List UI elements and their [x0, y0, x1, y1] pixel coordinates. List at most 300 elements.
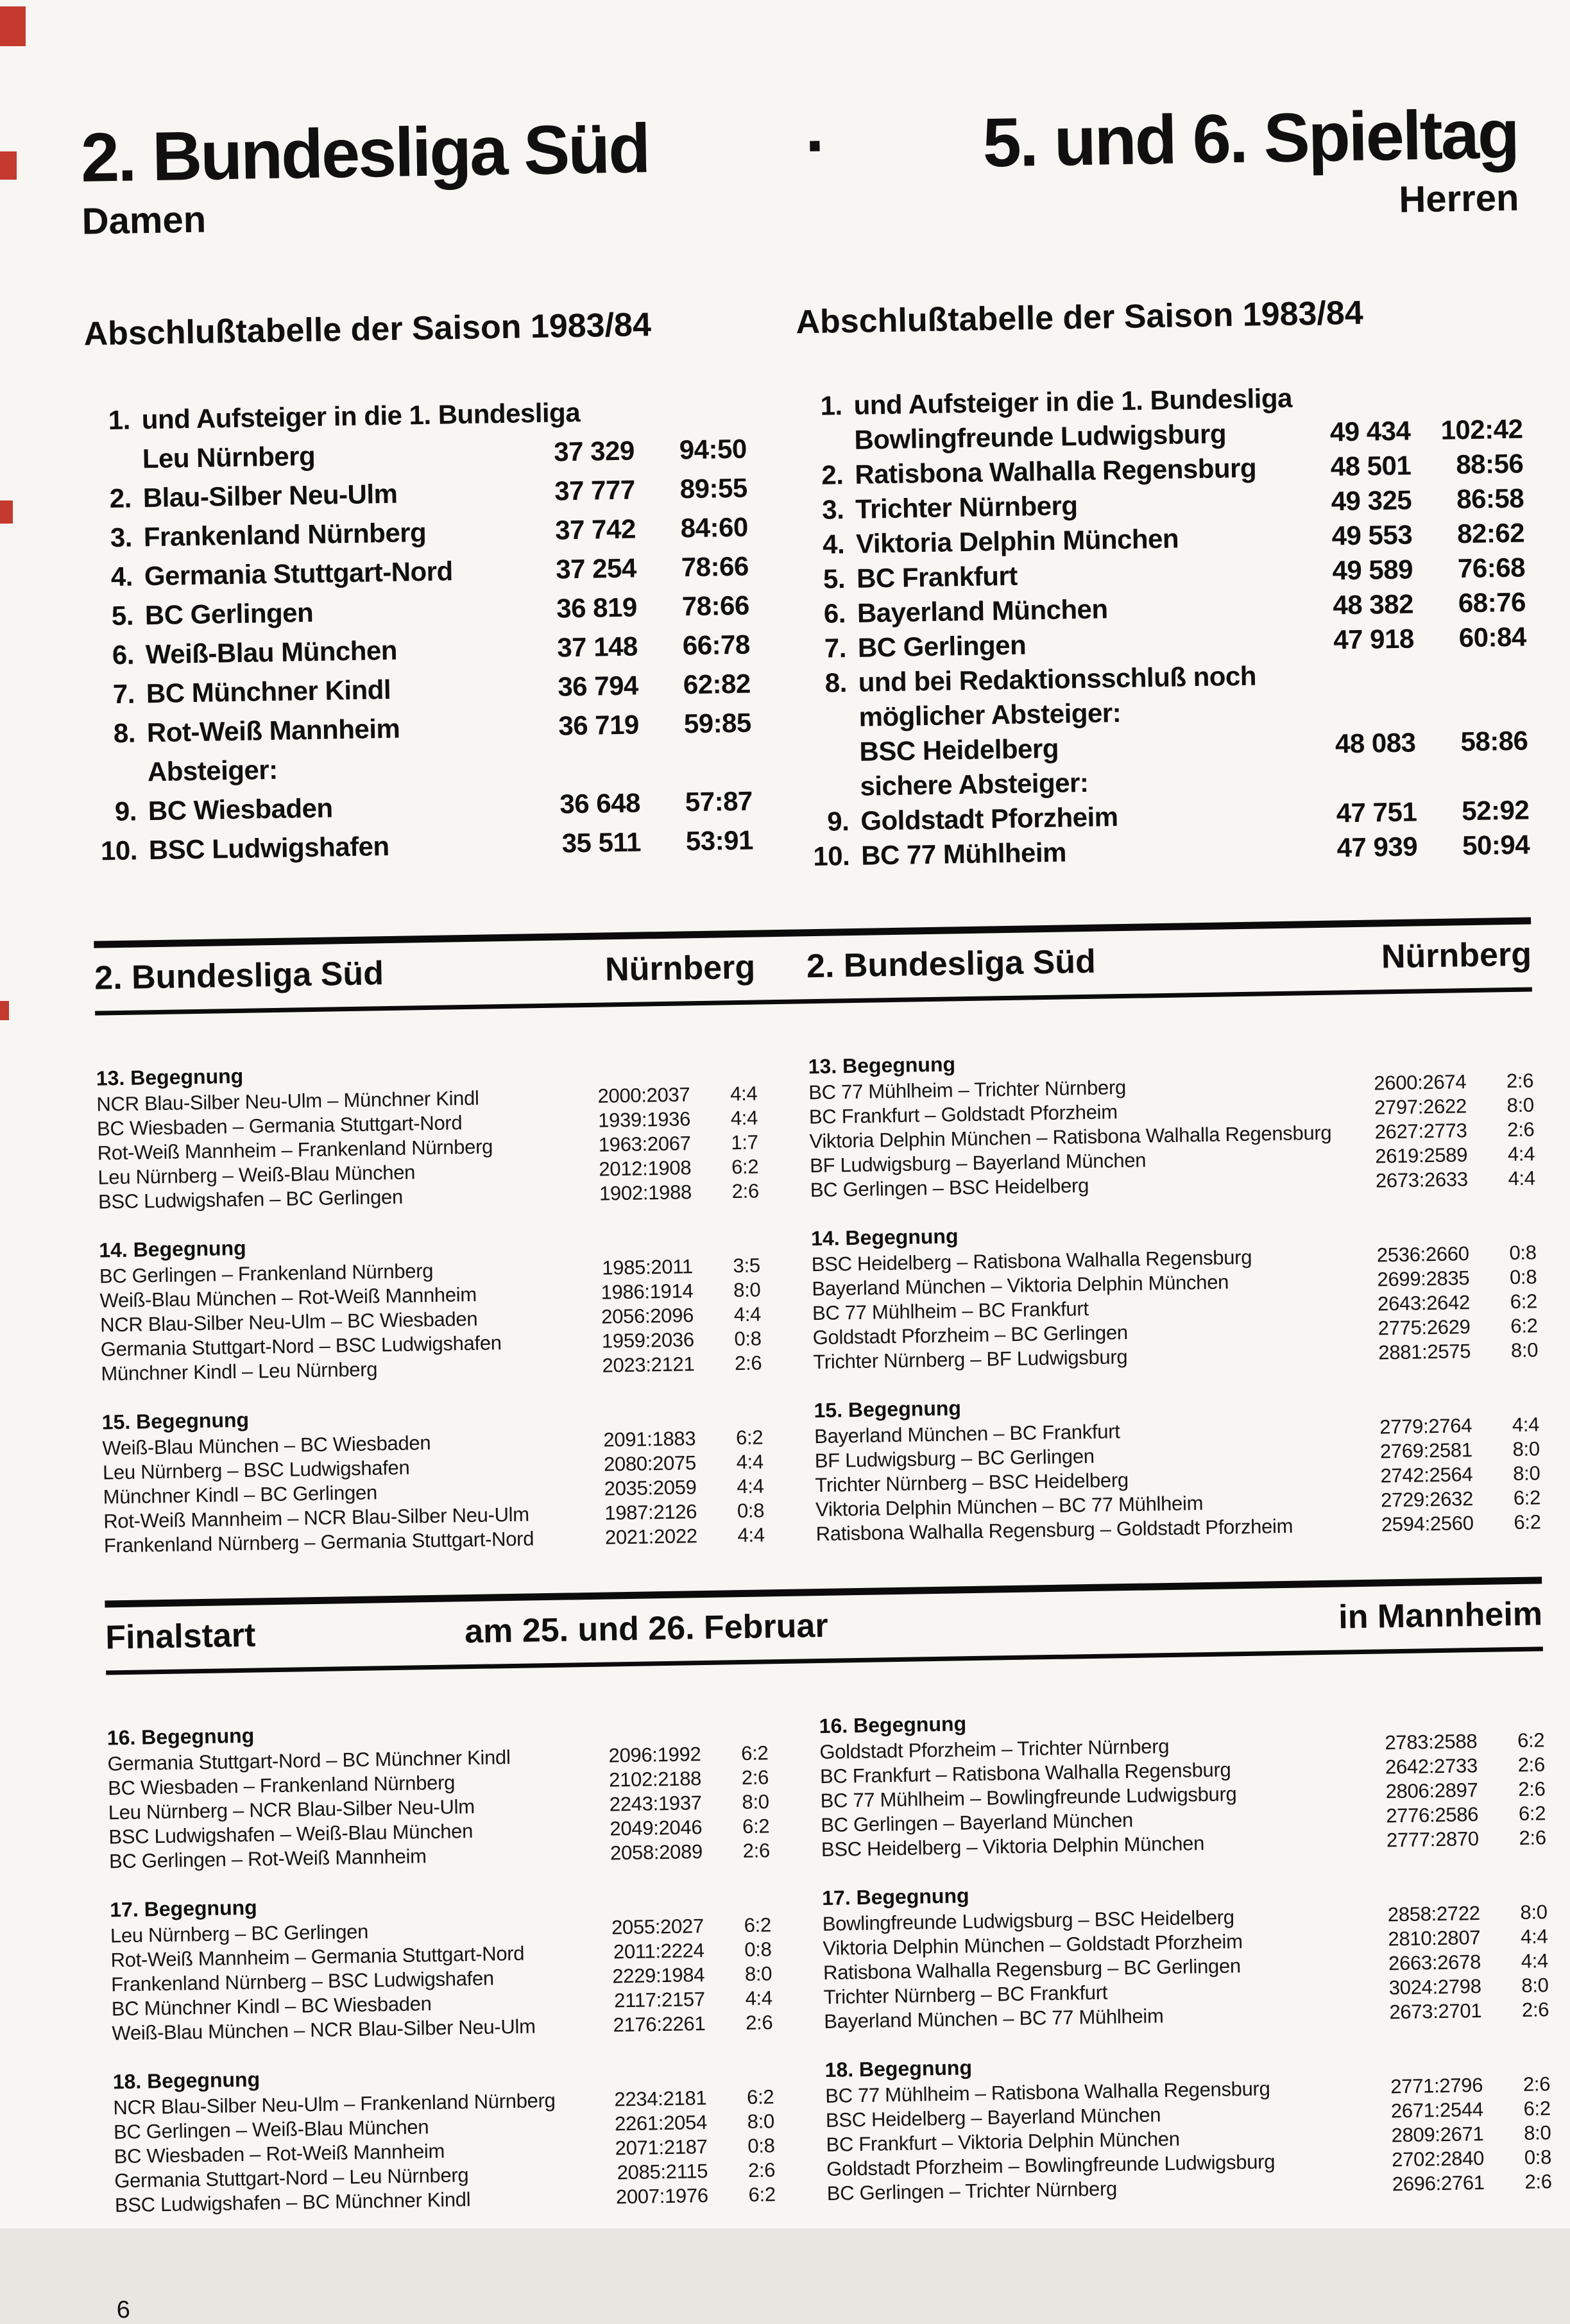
team-pairing: Weiß-Blau München – NCR Blau-Silber Neu-Ulm — [112, 2015, 536, 2045]
team-pairing: BC Wiesbaden – Germania Stuttgart-Nord — [96, 1111, 463, 1140]
points-cell: 102:42 — [1440, 413, 1523, 445]
team-pairing: BC Frankfurt – Ratisbona Walhalla Regensburg — [819, 1758, 1231, 1788]
league-band-right-location: Nürnberg — [1381, 936, 1532, 976]
rank-cell: 4. — [822, 529, 845, 560]
match-score: 2797:2622 — [1374, 1095, 1467, 1119]
points-cell: 88:56 — [1455, 448, 1524, 480]
match-points: 6:2 — [735, 1426, 764, 1449]
red-registration-mark — [0, 6, 26, 46]
points-cell: 76:68 — [1457, 552, 1526, 584]
matchday-section — [96, 1055, 760, 1215]
team-pairing: NCR Blau-Silber Neu-Ulm – Münchner Kindl — [96, 1086, 479, 1116]
league-band-left — [94, 948, 756, 998]
rank-cell: 1. — [108, 404, 131, 436]
team-pairing: BC Gerlingen – Rot-Weiß Mannheim — [108, 1845, 427, 1873]
match-points: 6:2 — [1517, 1729, 1545, 1752]
match-score: 2007:1976 — [615, 2184, 709, 2209]
team-pairing: Bayerland München – BC Frankfurt — [814, 1420, 1120, 1448]
team-name-cell: BC 77 Mühlheim — [860, 837, 1067, 871]
match-list — [808, 1068, 1535, 1202]
matchday-section — [101, 1398, 765, 1558]
match-score: 2671:2544 — [1390, 2098, 1484, 2123]
points-cell: 78:66 — [681, 590, 750, 622]
results-damen-13-15 — [96, 1055, 765, 1582]
match-points: 2:6 — [745, 2011, 773, 2035]
pins-cell — [1302, 656, 1415, 692]
rank-cell: 2. — [821, 459, 844, 490]
match-points: 6:2 — [1513, 1486, 1541, 1510]
match-points: 8:0 — [1510, 1338, 1539, 1362]
points-cell: 59:85 — [683, 707, 752, 739]
team-pairing: Germania Stuttgart-Nord – Leu Nürnberg — [114, 2164, 469, 2192]
results-16-18 — [107, 1701, 1553, 2241]
match-score: 2071:2187 — [615, 2135, 708, 2160]
match-points: 6:2 — [742, 1815, 770, 1838]
matchday-section — [110, 1886, 773, 2046]
team-pairing: Bayerland München – BC 77 Mühlheim — [824, 2004, 1164, 2033]
match-score: 1959:2036 — [601, 1328, 695, 1353]
match-score: 2642:2733 — [1385, 1754, 1478, 1779]
pins-cell: 48 083 — [1335, 727, 1416, 759]
matchday-section — [819, 1701, 1546, 1862]
pins-cell: 49 325 — [1331, 484, 1412, 517]
results-damen-16-18 — [107, 1714, 776, 2241]
match-score: 2261:2054 — [614, 2111, 708, 2135]
match-score: 2663:2678 — [1388, 1950, 1481, 1975]
match-list — [825, 2072, 1552, 2206]
matchday-heading: 15. Begegnung — [814, 1396, 962, 1423]
pins-cell: 49 589 — [1332, 554, 1413, 586]
match-points: 4:4 — [730, 1082, 758, 1106]
match-points: 0:8 — [737, 1499, 765, 1523]
team-pairing: BSC Ludwigshafen – Weiß-Blau München — [108, 1820, 474, 1849]
points-cell: 52:92 — [1461, 794, 1530, 826]
match-list — [102, 1425, 765, 1558]
points-cell — [1415, 689, 1528, 726]
team-pairing: BC Frankfurt – Goldstadt Pforzheim — [808, 1100, 1118, 1129]
match-points: 4:4 — [1521, 1949, 1549, 1972]
pins-cell: 37 254 — [555, 552, 637, 585]
points-cell: 84:60 — [680, 511, 749, 543]
league-band-left-location: Nürnberg — [604, 948, 756, 989]
match-score: 2810:2807 — [1388, 1926, 1481, 1951]
match-points: 0:8 — [744, 1938, 772, 1961]
match-score: 2776:2586 — [1386, 1803, 1479, 1827]
team-pairing: Bowlingfreunde Ludwigsburg – BSC Heidelberg — [822, 1906, 1234, 1935]
match-points: 6:2 — [746, 2085, 774, 2108]
pins-cell: 37 777 — [554, 474, 636, 506]
pins-cell — [527, 744, 640, 785]
team-name-cell: Germania Stuttgart-Nord — [144, 556, 454, 592]
match-points: 6:2 — [740, 1741, 769, 1765]
team-pairing: BC Gerlingen – Bayerland München — [820, 1808, 1134, 1837]
team-pairing: Rot-Weiß Mannheim – Frankenland Nürnberg — [97, 1135, 493, 1165]
match-points: 2:6 — [734, 1351, 762, 1375]
team-name-cell: Blau-Silber Neu-Ulm — [142, 478, 398, 513]
match-score: 2881:2575 — [1378, 1340, 1471, 1364]
team-pairing: Frankenland Nürnberg – BSC Ludwigshafen — [110, 1967, 495, 1996]
pins-cell: 47 751 — [1336, 796, 1417, 828]
matchday-section — [112, 2058, 776, 2217]
match-points: 8:0 — [744, 1962, 772, 1986]
match-points: 4:4 — [1507, 1142, 1535, 1166]
points-cell — [1416, 758, 1529, 795]
match-points: 6:2 — [1514, 1510, 1541, 1534]
matchday-heading: 13. Begegnung — [808, 1052, 956, 1079]
team-pairing: BF Ludwigsburg – BC Gerlingen — [814, 1444, 1095, 1473]
team-pairing: Viktoria Delphin München – BC 77 Mühlheim — [815, 1492, 1204, 1521]
team-pairing: BC Wiesbaden – Rot-Weiß Mannheim — [114, 2139, 445, 2168]
match-list — [823, 1900, 1549, 2034]
match-points: 6:2 — [744, 1913, 772, 1937]
red-registration-mark — [0, 151, 17, 180]
match-score: 2117:2157 — [613, 1988, 706, 2012]
rank-cell: 6. — [823, 598, 846, 629]
matchday-heading: 14. Begegnung — [810, 1224, 959, 1251]
match-points: 2:6 — [1518, 1777, 1546, 1800]
team-pairing: Goldstadt Pforzheim – Trichter Nürnberg — [819, 1735, 1170, 1764]
title-league: 2. Bundesliga Süd — [80, 109, 650, 196]
rank-cell: 3. — [110, 522, 133, 553]
team-pairing: BC Wiesbaden – Frankenland Nürnberg — [107, 1771, 456, 1800]
pins-cell: 48 501 — [1330, 450, 1412, 482]
matchday-heading: 15. Begegnung — [101, 1408, 250, 1434]
team-pairing: BC Gerlingen – Weiß-Blau München — [113, 2115, 429, 2144]
match-points: 2:6 — [1524, 2170, 1552, 2193]
pins-cell: 47 939 — [1336, 831, 1418, 863]
match-score: 2102:2188 — [608, 1767, 702, 1791]
team-pairing: BC 77 Mühlheim – BC Frankfurt — [812, 1297, 1089, 1325]
team-pairing: Leu Nürnberg – NCR Blau-Silber Neu-Ulm — [108, 1795, 475, 1824]
team-pairing: Bayerland München – Viktoria Delphin München — [812, 1270, 1229, 1301]
team-pairing: NCR Blau-Silber Neu-Ulm – Frankenland Nürnberg — [113, 2089, 556, 2119]
rank-cell: 8. — [824, 667, 848, 698]
rank-cell: 7. — [112, 678, 135, 710]
team-name-cell: BC Gerlingen — [857, 629, 1027, 663]
team-name-cell: BC Wiesbaden — [148, 792, 333, 826]
team-pairing: Rot-Weiß Mannheim – NCR Blau-Silber Neu-Ulm — [103, 1503, 530, 1533]
match-points: 8:0 — [747, 2110, 775, 2133]
match-points: 4:4 — [736, 1450, 764, 1474]
pins-cell: 36 719 — [558, 709, 640, 741]
final-band-date: am 25. und 26. Februar — [464, 1607, 829, 1651]
title-matchdays: 5. und 6. Spieltag — [982, 94, 1519, 182]
team-pairing: Weiß-Blau München – Rot-Weiß Mannheim — [99, 1283, 477, 1312]
match-score: 2777:2870 — [1386, 1827, 1480, 1852]
pins-cell: 37 329 — [553, 435, 635, 467]
rank-cell — [802, 700, 859, 735]
match-score: 2049:2046 — [610, 1816, 703, 1840]
match-points: 1:7 — [731, 1131, 758, 1154]
match-score: 2011:2224 — [613, 1939, 704, 1963]
points-cell — [1410, 377, 1523, 414]
league-band — [94, 917, 1532, 1015]
match-points: 0:8 — [734, 1327, 762, 1351]
team-pairing: Rot-Weiß Mannheim – Germania Stuttgart-Nord — [110, 1942, 525, 1972]
match-score: 2056:2096 — [601, 1304, 694, 1328]
team-pairing: BSC Heidelberg – Ratisbona Walhalla Regensburg — [811, 1245, 1252, 1276]
team-name-cell: sichere Absteiger: — [860, 767, 1089, 801]
match-score: 2673:2701 — [1389, 1999, 1482, 2024]
matchday-section — [824, 2045, 1552, 2206]
matchday-section — [99, 1226, 762, 1386]
match-list — [113, 2085, 776, 2217]
team-name-cell: und Aufsteiger in die 1. Bundesliga — [853, 382, 1293, 420]
match-score: 3024:2798 — [1388, 1974, 1481, 1999]
points-cell: 68:76 — [1458, 586, 1526, 619]
match-points: 8:0 — [1521, 1974, 1549, 1997]
match-score: 2702:2840 — [1391, 2146, 1485, 2171]
match-points: 0:8 — [1509, 1241, 1537, 1265]
matchday-section — [822, 1873, 1549, 2034]
team-name-cell: BC Frankfurt — [856, 560, 1018, 594]
match-points: 2:6 — [1506, 1069, 1534, 1093]
match-points: 4:4 — [1512, 1413, 1540, 1437]
pins-cell: 36 819 — [556, 592, 638, 624]
team-name-cell: möglicher Absteiger: — [858, 697, 1122, 732]
subtitle-damen: Damen — [81, 198, 207, 243]
team-pairing: Germania Stuttgart-Nord – BC Münchner Kindl — [107, 1746, 511, 1775]
match-score: 1939:1936 — [597, 1107, 691, 1132]
team-pairing: Ratisbona Walhalla Regensburg – BC Gerlingen — [823, 1954, 1241, 1984]
match-points: 4:4 — [1520, 1925, 1548, 1948]
match-score: 2696:2761 — [1392, 2171, 1485, 2196]
matchday-section — [107, 1714, 771, 1874]
pins-cell — [521, 392, 634, 433]
results-13-15 — [96, 1041, 1542, 1581]
rank-cell — [803, 735, 860, 770]
team-pairing: Viktoria Delphin München – Ratisbona Walhalla Regensburg — [809, 1121, 1332, 1153]
pins-cell — [1302, 690, 1415, 727]
match-score: 2699:2835 — [1377, 1267, 1470, 1291]
match-score: 1986:1914 — [601, 1279, 694, 1304]
team-pairing: BC Frankfurt – Viktoria Delphin München — [826, 2127, 1180, 2156]
final-band-location: in Mannheim — [1338, 1595, 1543, 1636]
match-points: 2:6 — [1519, 1826, 1547, 1849]
team-name-cell: und bei Redaktionsschluß noch — [858, 660, 1257, 697]
pins-cell: 36 648 — [559, 787, 641, 819]
match-points: 2:6 — [1521, 1998, 1549, 2021]
match-points: 4:4 — [730, 1106, 758, 1130]
team-name-cell: Viktoria Delphin München — [855, 523, 1179, 559]
rank-cell — [90, 752, 148, 792]
standings-damen — [83, 304, 754, 886]
points-cell: 57:87 — [685, 785, 753, 817]
final-band — [105, 1576, 1543, 1675]
matchday-heading: 18. Begegnung — [112, 2067, 260, 2094]
team-pairing: BSC Ludwigshafen – BC Münchner Kindl — [114, 2188, 471, 2217]
match-points: 4:4 — [1508, 1166, 1536, 1190]
team-name-cell: Absteiger: — [147, 754, 278, 787]
match-points: 8:0 — [1512, 1437, 1540, 1461]
match-list — [96, 1082, 759, 1215]
match-points: 2:6 — [1506, 1118, 1535, 1141]
league-band-right — [806, 934, 1532, 986]
match-points: 2:6 — [742, 1839, 771, 1863]
match-points: 4:4 — [737, 1523, 765, 1547]
rank-cell: 9. — [114, 796, 137, 827]
points-cell: 82:62 — [1456, 517, 1525, 549]
page-content — [78, 0, 1553, 2324]
match-score: 2858:2722 — [1387, 1902, 1480, 1926]
team-name-cell: BC Gerlingen — [144, 597, 314, 631]
matchday-heading: 17. Begegnung — [110, 1895, 257, 1922]
team-pairing: Viktoria Delphin München – Goldstadt Pforzheim — [823, 1930, 1243, 1960]
match-points: 2:6 — [747, 2158, 776, 2182]
match-score: 2234:2181 — [614, 2087, 707, 2111]
matchday-heading: 14. Begegnung — [98, 1236, 246, 1262]
pins-cell — [1304, 760, 1417, 796]
rank-cell: 4. — [110, 561, 133, 592]
pins-cell: 48 382 — [1333, 588, 1414, 620]
team-pairing: BC Münchner Kindl – BC Wiesbaden — [111, 1992, 432, 2021]
results-herren-16-18 — [819, 1701, 1552, 2229]
match-points: 6:2 — [1518, 1802, 1546, 1825]
match-score: 2035:2059 — [604, 1476, 697, 1500]
match-score: 2176:2261 — [613, 2012, 706, 2037]
points-cell: 89:55 — [679, 472, 748, 504]
match-score: 1963:2067 — [598, 1132, 691, 1156]
team-name-cell: Ratisbona Walhalla Regensburg — [855, 452, 1257, 490]
match-list — [811, 1240, 1538, 1374]
team-pairing: Goldstadt Pforzheim – BC Gerlingen — [812, 1320, 1129, 1349]
rank-cell: 3. — [821, 494, 844, 525]
match-score: 2742:2564 — [1380, 1463, 1473, 1487]
match-score: 2012:1908 — [599, 1156, 692, 1181]
match-score: 2783:2588 — [1385, 1730, 1478, 1754]
match-score: 1985:2011 — [602, 1255, 694, 1279]
match-points: 8:0 — [1523, 2121, 1551, 2144]
league-band-left-title: 2. Bundesliga Süd — [94, 955, 384, 997]
match-points: 8:0 — [1512, 1462, 1540, 1485]
points-cell: 50:94 — [1462, 829, 1530, 861]
rank-cell: 6. — [112, 639, 135, 671]
team-pairing: Leu Nürnberg – Weiß-Blau München — [98, 1161, 416, 1189]
match-score: 2594:2560 — [1381, 1512, 1474, 1536]
match-score: 2806:2897 — [1385, 1779, 1478, 1803]
match-score: 2055:2027 — [611, 1915, 704, 1939]
standings-section — [83, 291, 1530, 886]
team-pairing: BC Gerlingen – Frankenland Nürnberg — [99, 1259, 434, 1288]
match-points: 3:5 — [733, 1254, 761, 1277]
match-points: 2:6 — [731, 1179, 760, 1203]
pins-cell: 35 511 — [561, 826, 642, 859]
match-points: 8:0 — [1520, 1901, 1548, 1924]
points-cell: 62:82 — [683, 668, 751, 700]
standings-herren-table — [797, 377, 1530, 875]
team-pairing: Weiß-Blau München – BC Wiesbaden — [102, 1431, 431, 1460]
page-number: 6 — [116, 2296, 131, 2324]
match-score: 2643:2642 — [1377, 1291, 1471, 1315]
team-pairing: Goldstadt Pforzheim – Bowlingfreunde Ludwigsburg — [826, 2150, 1276, 2180]
points-cell — [639, 742, 752, 783]
matchday-heading: 13. Begegnung — [96, 1064, 244, 1090]
pins-cell: 47 918 — [1333, 623, 1415, 655]
match-score: 2673:2633 — [1375, 1168, 1469, 1192]
team-pairing: Trichter Nürnberg – BSC Heidelberg — [815, 1469, 1129, 1497]
team-name-cell: BC Münchner Kindl — [146, 674, 391, 709]
team-name-cell: Bayerland München — [857, 594, 1108, 628]
rank-cell — [803, 769, 860, 805]
match-points: 8:0 — [742, 1790, 769, 1814]
match-score: 2023:2121 — [602, 1353, 695, 1377]
rank-cell — [85, 439, 142, 479]
match-points: 2:6 — [1517, 1753, 1546, 1776]
subtitle-herren: Herren — [1398, 176, 1519, 221]
team-pairing: BF Ludwigsburg – Bayerland München — [809, 1149, 1147, 1177]
matchday-section — [808, 1041, 1535, 1202]
rank-cell: 7. — [824, 633, 847, 663]
red-registration-mark — [0, 1001, 9, 1020]
match-points: 6:2 — [1523, 2097, 1551, 2120]
match-score: 2080:2075 — [603, 1451, 697, 1476]
team-pairing: Frankenland Nürnberg – Germania Stuttgart-Nord — [103, 1527, 534, 1557]
points-cell: 94:50 — [679, 433, 747, 465]
final-band-title: Finalstart — [105, 1616, 256, 1657]
rank-cell: 1. — [820, 390, 842, 421]
match-score: 1902:1988 — [599, 1181, 692, 1205]
team-name-cell: und Aufsteiger in die 1. Bundesliga — [141, 397, 581, 435]
match-score: 2729:2632 — [1380, 1487, 1474, 1512]
title-separator-dot: · — [804, 106, 827, 185]
team-pairing: BC 77 Mühlheim – Trichter Nürnberg — [808, 1075, 1127, 1104]
match-points: 2:6 — [741, 1766, 769, 1790]
match-points: 8:0 — [1506, 1093, 1535, 1117]
team-pairing: Leu Nürnberg – BC Gerlingen — [110, 1920, 369, 1947]
matchday-section — [811, 1213, 1539, 1374]
team-name-cell: Weiß-Blau München — [145, 635, 398, 670]
match-points: 0:8 — [1509, 1265, 1537, 1289]
team-pairing: BC 77 Mühlheim – Bowlingfreunde Ludwigsburg — [820, 1782, 1237, 1813]
points-cell: 78:66 — [681, 551, 749, 583]
match-score: 2536:2660 — [1376, 1242, 1469, 1267]
match-score: 2769:2581 — [1379, 1439, 1473, 1463]
team-pairing: Ratisbona Walhalla Regensburg – Goldstadt Pforzheim — [815, 1514, 1293, 1546]
match-points: 8:0 — [733, 1278, 761, 1302]
points-cell: 53:91 — [685, 825, 754, 857]
team-pairing: Leu Nürnberg – BSC Ludwigshafen — [102, 1456, 410, 1484]
team-name-cell: Leu Nürnberg — [142, 440, 316, 474]
rank-cell: 5. — [823, 563, 846, 594]
match-points: 6:2 — [1510, 1314, 1538, 1338]
pins-cell — [1297, 379, 1410, 415]
match-points: 4:4 — [737, 1474, 764, 1498]
matchday-heading: 18. Begegnung — [824, 2056, 973, 2081]
pins-cell: 37 148 — [556, 631, 638, 663]
match-score: 2627:2773 — [1374, 1119, 1467, 1143]
match-score: 2091:1883 — [603, 1427, 696, 1451]
team-name-cell: Trichter Nürnberg — [855, 490, 1078, 524]
match-score: 2021:2022 — [604, 1525, 698, 1549]
team-pairing: Münchner Kindl – Leu Nürnberg — [101, 1358, 378, 1385]
team-pairing: Münchner Kindl – BC Gerlingen — [103, 1481, 378, 1508]
team-name-cell: Frankenland Nürnberg — [143, 517, 427, 552]
match-points: 4:4 — [733, 1303, 762, 1326]
match-list — [814, 1412, 1541, 1546]
league-band-right-title: 2. Bundesliga Süd — [806, 943, 1096, 986]
points-cell — [1414, 654, 1527, 691]
match-score: 1987:2126 — [604, 1500, 697, 1525]
match-score: 2096:1992 — [608, 1743, 701, 1767]
match-score: 2000:2037 — [597, 1083, 690, 1107]
match-list — [107, 1741, 770, 1874]
team-name-cell: BSC Heidelberg — [859, 733, 1059, 767]
points-cell: 66:78 — [682, 629, 751, 661]
rank-cell: 5. — [111, 600, 134, 631]
pins-cell: 49 553 — [1331, 519, 1413, 551]
points-cell: 58:86 — [1460, 725, 1528, 757]
match-points: 6:2 — [731, 1155, 759, 1179]
